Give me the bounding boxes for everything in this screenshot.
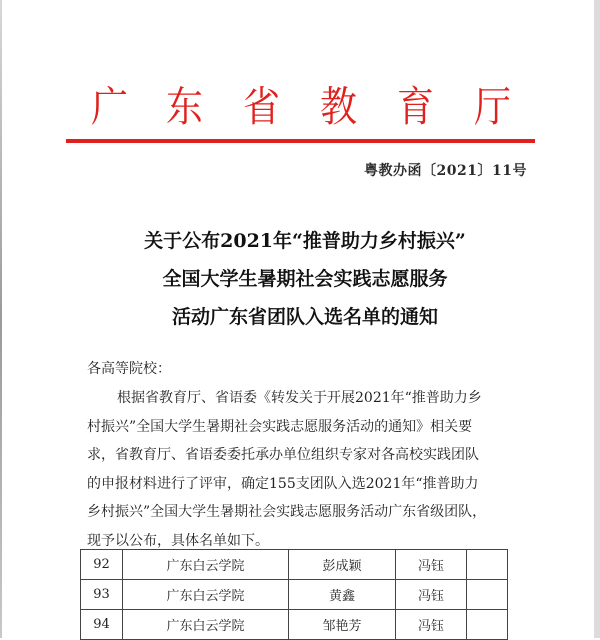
cell-number: 92 — [81, 550, 123, 580]
cell-leader: 彭成颖 — [289, 550, 396, 580]
body-line: 求，省教育厅、省语委委托承办单位组织专家对各高校实践团队 — [87, 447, 479, 463]
cell-advisor: 冯钰 — [396, 580, 467, 610]
cell-advisor: 冯钰 — [396, 550, 467, 580]
body-line: 根据省教育厅、省语委《转发关于开展2021年“推普助力乡 — [117, 390, 482, 406]
cell-number: 93 — [81, 580, 123, 610]
cell-leader: 邹艳芳 — [289, 610, 396, 640]
letterhead-char: 广 — [91, 82, 128, 131]
cell-school: 广东白云学院 — [123, 580, 289, 610]
cell-note — [467, 550, 508, 580]
body-line: 的申报材料进行了评审，确定155支团队入选2021年“推普助力 — [87, 475, 479, 492]
document-title — [80, 222, 530, 336]
title-line: 全国大学生暑期社会实践志愿服务 — [162, 268, 448, 290]
team-list-table — [80, 549, 508, 640]
letterhead — [0, 76, 600, 131]
document-number: 粤教办函〔2021〕11号 — [364, 163, 527, 179]
cell-note — [467, 610, 508, 640]
letterhead-red-rule — [66, 139, 535, 143]
cell-advisor: 冯钰 — [396, 610, 467, 640]
table-row — [81, 580, 508, 610]
letterhead-char: 东 — [166, 82, 203, 131]
table-row — [81, 610, 508, 640]
body-line: 村振兴”全国大学生暑期社会实践志愿服务活动的通知》相关要 — [87, 418, 473, 435]
table-row — [81, 550, 508, 580]
letterhead-char: 育 — [397, 82, 434, 131]
body-line: 乡村振兴”全国大学生暑期社会实践志愿服务活动广东省级团队， — [87, 504, 487, 520]
cell-school: 广东白云学院 — [123, 550, 289, 580]
salutation: 各高等院校： — [87, 361, 171, 377]
cell-leader: 黄鑫 — [289, 580, 396, 610]
cell-number: 94 — [81, 610, 123, 640]
title-line: 关于公布2021年“推普助力乡村振兴” — [144, 230, 466, 252]
title-line: 活动广东省团队入选名单的通知 — [171, 306, 438, 328]
body-line: 现予以公布，具体名单如下。 — [87, 532, 269, 549]
body-paragraph — [87, 384, 537, 555]
letterhead-char: 厅 — [474, 82, 511, 131]
letterhead-char: 教 — [320, 82, 357, 131]
cell-note — [467, 580, 508, 610]
letterhead-char: 省 — [243, 82, 280, 131]
cell-school: 广东白云学院 — [123, 610, 289, 640]
